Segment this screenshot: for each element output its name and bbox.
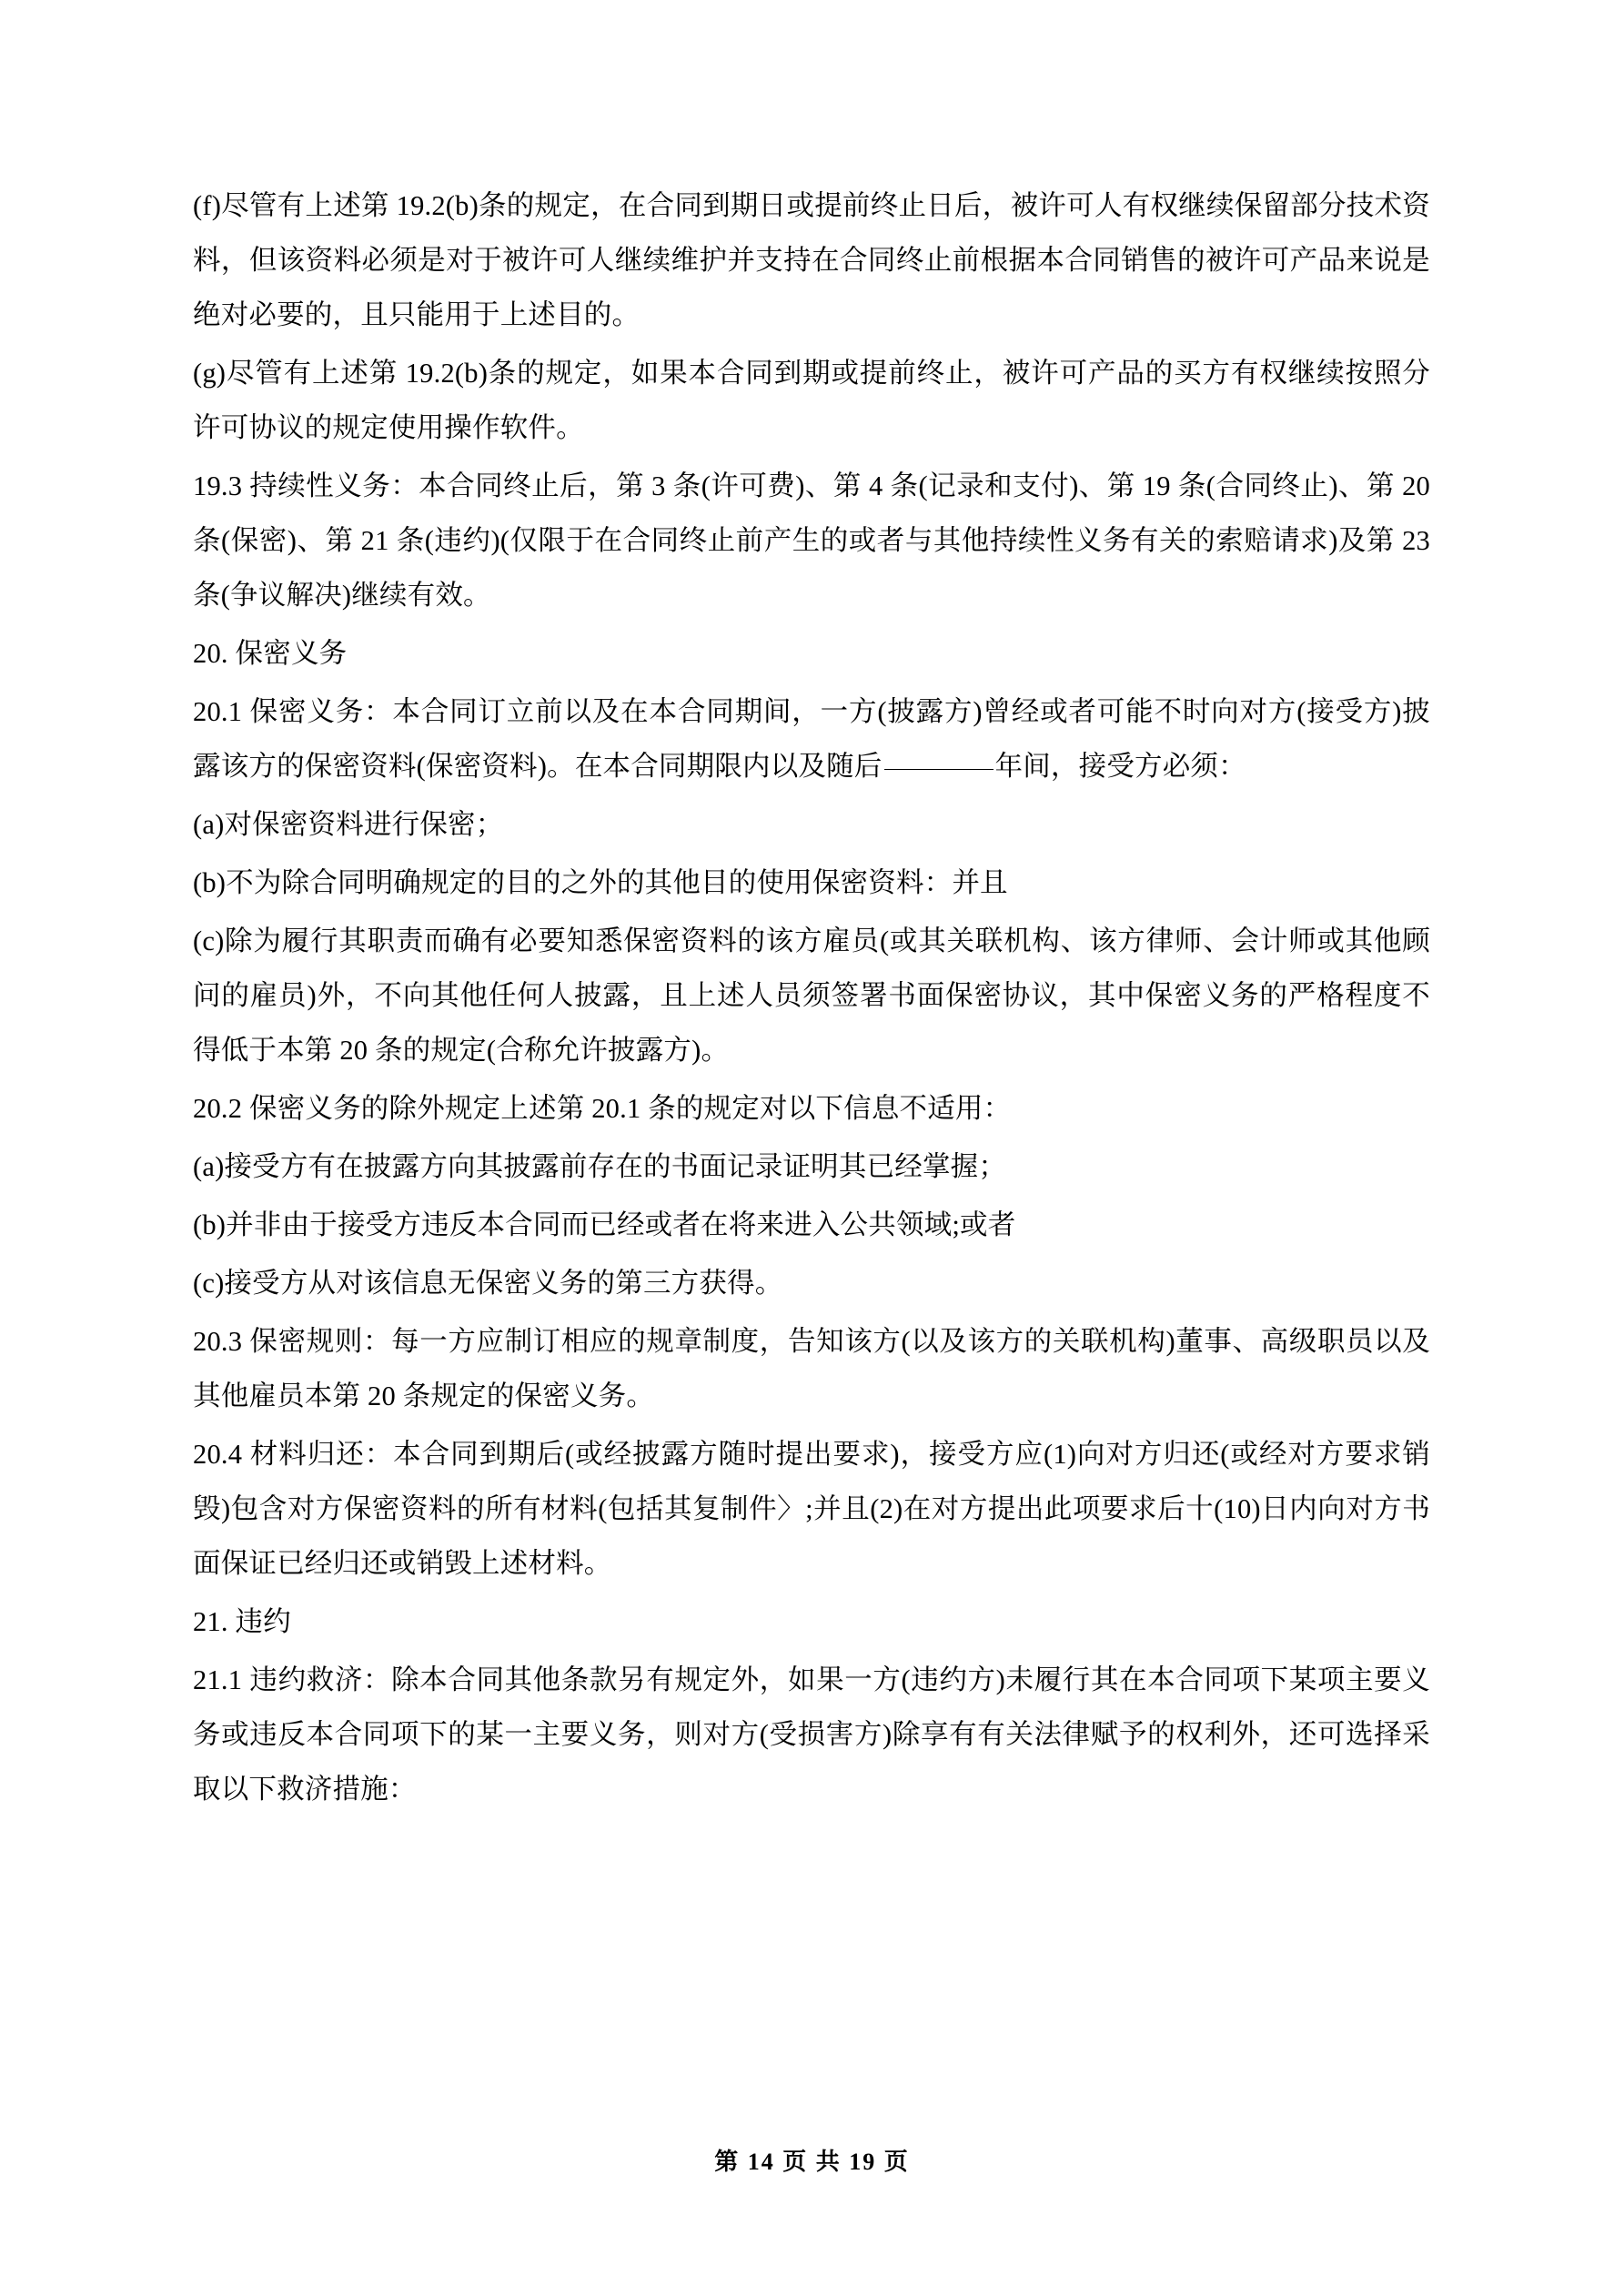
- paragraph-21-1-remedies: 21.1 违约救济：除本合同其他条款另有规定外，如果一方(违约方)未履行其在本合同项下某项主要义务或违反本合同项下的某一主要义务，则对方(受损害方)除享有有关法律赋予的权利外，还可选择采取以下救济措施：: [193, 1664, 1430, 1805]
- paragraph-20-1-text-end: 年间，接受方必须：: [994, 751, 1246, 782]
- fill-in-blank-years: [884, 768, 994, 770]
- paragraph-19-2b-f: (f)尽管有上述第 19.2(b)条的规定，在合同到期日或提前终止日后，被许可人有权继续保留部分技术资料，但该资料必须是对于被许可人继续维护并支持在合同终止前根据本合同销售的被许可产品来说是绝对必要的，且只能用于上述目的。: [193, 190, 1430, 330]
- paragraph-20-2-b: (b)并非由于接受方违反本合同而已经或者在将来进入公共领域;或者: [193, 1209, 1016, 1240]
- heading-21-breach: 21. 违约: [193, 1606, 291, 1637]
- paragraph-20-4-return-of-materials: 20.4 材料归还：本合同到期后(或经披露方随时提出要求)，接受方应(1)向对方归还(或经对方要求销毁)包含对方保密资料的所有材料(包括其复制件〉;并且(2)在对方提出此项要求后十(10)日内向对方书面保证已经归还或销毁上述材料。: [193, 1439, 1430, 1579]
- page-footer: 第 14 页 共 19 页: [714, 2149, 910, 2175]
- heading-20-confidentiality: 20. 保密义务: [193, 638, 348, 669]
- paragraph-20-2-exceptions: 20.2 保密义务的除外规定上述第 20.1 条的规定对以下信息不适用：: [193, 1093, 1012, 1124]
- paragraph-19-2b-g: (g)尽管有上述第 19.2(b)条的规定，如果本合同到期或提前终止，被许可产品的买方有权继续按照分许可协议的规定使用操作软件。: [193, 358, 1430, 443]
- paragraph-20-1-a: (a)对保密资料进行保密；: [193, 809, 504, 840]
- paragraph-19-3-continuing-obligations: 19.3 持续性义务：本合同终止后，第 3 条(许可费)、第 4 条(记录和支付)、第 19 条(合同终止)、第 20 条(保密)、第 21 条(违约)(仅限于在合同终止前产生的或者与其他持续性义务有关的索赔请求)及第 23 条(争议解决)继续有效。: [193, 470, 1437, 611]
- paragraph-20-3-confidentiality-rules: 20.3 保密规则：每一方应制订相应的规章制度，告知该方(以及该方的关联机构)董事、高级职员以及其他雇员本第 20 条规定的保密义务。: [193, 1326, 1430, 1411]
- paragraph-20-1-c: (c)除为履行其职责而确有必要知悉保密资料的该方雇员(或其关联机构、该方律师、会计师或其他顾问的雇员)外，不向其他任何人披露，且上述人员须签署书面保密协议，其中保密义务的严格程度不得低于本第 20 条的规定(合称允许披露方)。: [193, 925, 1430, 1066]
- paragraph-20-1-confidentiality-obligation: [193, 684, 1430, 794]
- paragraph-20-2-c: (c)接受方从对该信息无保密义务的第三方获得。: [193, 1268, 783, 1299]
- paragraph-20-2-a: (a)接受方有在披露方向其披露前存在的书面记录证明其已经掌握；: [193, 1151, 1007, 1182]
- document-body: [193, 178, 1437, 1820]
- paragraph-20-1-b: (b)不为除合同明确规定的目的之外的其他目的使用保密资料：并且: [193, 867, 1008, 898]
- paragraph-20-1-text-start: 20.1 保密义务：本合同订立前以及在本合同期间，一方(披露方)曾经或者可能不时向对方(接受方)披露该方的保密资料(保密资料)。在本合同期限内以及随后: [193, 696, 1430, 782]
